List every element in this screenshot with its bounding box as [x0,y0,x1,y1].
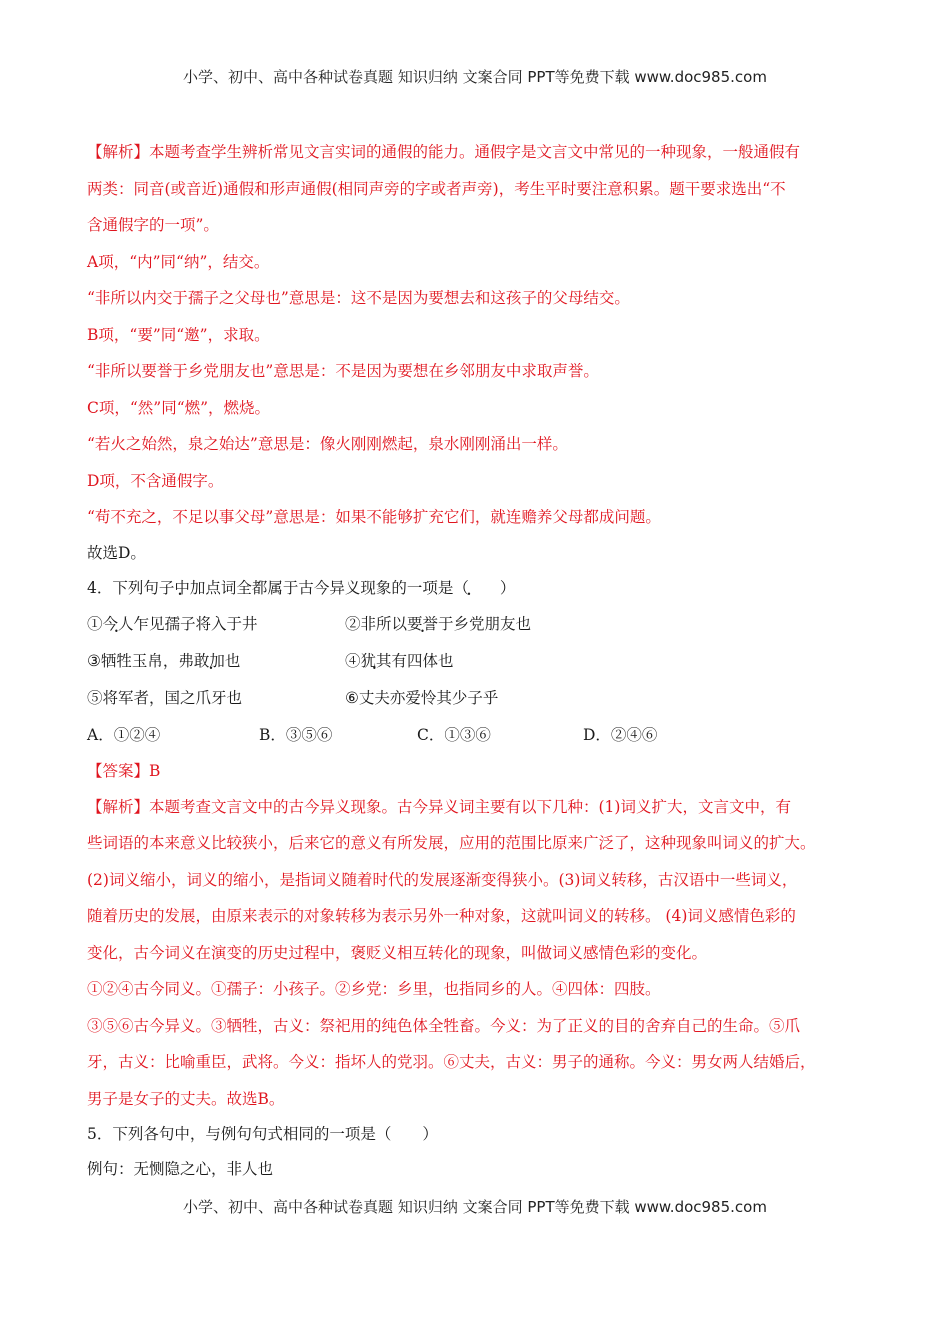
analysis-line: 含通假字的一项”。 [87,216,219,234]
analysis-line: 两类：同音(或音近)通假和形声通假(相同声旁的字或者声旁)，考生平时要注意积累。题干要求选出“不 [87,179,786,198]
analysis-line: 变化，古今词义在演变的历史过程中，褒贬义相互转化的现象，叫做词义感情色彩的变化。 [87,943,708,962]
q4-items-row [87,680,877,717]
q4-items-row [87,606,877,643]
analysis-line: “非所以内交于孺子之父母也”意思是：这不是因为要想去和这孩子的父母结交。 [87,289,630,307]
option-a[interactable]: A．①②④ [87,725,161,744]
analysis-line: “若火之始然，泉之始达”意思是：像火刚刚燃起，泉水刚刚涌出一样。 [87,435,568,453]
dotted-word: 乡党 [453,614,485,633]
q4-item: ④犹其有四体也 [345,643,454,680]
q4-item: ⑤将军者，国之爪牙也 [87,680,242,717]
analysis-line: ①②④古今同义。①孺子：小孩子。②乡党：乡里，也指同乡的人。④四体：四肢。 [87,980,661,998]
dotted-word: 牺牲 [100,651,132,670]
q5-stem: 5．下列各句中，与例句句式相同的一项是（ ） [87,1125,438,1143]
dotted-word: 孺子 [164,614,196,633]
q4-options [87,717,877,754]
q3-conclusion: 故选D。 [87,543,146,562]
page-footer: 小学、初中、高中各种试卷真题 知识归纳 文案合同 PPT等免费下载 www.doc985.com [183,1198,767,1216]
q4-item: ③牺牲玉帛，弗敢加也 [87,643,240,680]
document-body [87,134,877,1187]
option-c[interactable]: C．①③⑥ [417,725,491,744]
analysis-line: 些词语的本来意义比较狭小，后来它的意义有所发展，应用的范围比原来广泛了，这种现象叫词义的扩大。 [87,834,816,852]
analysis-line: “非所以要誉于乡党朋友也”意思是：不是因为要想在乡邻朋友中求取声誉。 [87,362,599,380]
q4-analysis [87,789,877,1118]
analysis-line: B项，“要”同“邀”，求取。 [87,325,270,344]
dotted-word: 爪牙 [195,688,227,707]
analysis-line: D项，不含通假字。 [87,471,224,490]
q4-item: ②非所以要誉于乡党朋友也 [345,606,531,643]
analysis-line: ③⑤⑥古今异义。③牺牲，古义：祭祀用的纯色体全牲畜。今义：为了正义的目的舍弃自己的生命。⑤爪 [87,1016,801,1035]
option-d[interactable]: D．②④⑥ [583,725,658,744]
analysis-line: 牙，古义：比喻重臣，武将。今义：指坏人的党羽。⑥丈夫，古义：男子的通称。今义：男女两人结婚后， [87,1053,816,1071]
analysis-line: 【解析】本题考查学生辨析常见文言实词的通假的能力。通假字是文言文中常见的一种现象，一般通假有 [87,143,801,161]
analysis-line: 随着历史的发展，由原来表示的对象转移为表示另外一种对象，这就叫词义的转移。 (4)词义感情色彩的 [87,907,796,925]
q4-answer: 【答案】B [87,761,161,780]
analysis-line: 男子是女子的丈夫。故选B。 [87,1089,285,1108]
analysis-line: (2)词义缩小，词义的缩小，是指词义随着时代的发展逐渐变得狭小。(3)词义转移，古汉语中一些词义， [87,870,798,889]
dotted-word: 丈夫 [358,688,390,707]
q4-items-row [87,643,877,680]
dotted-word: 四体 [407,651,439,670]
analysis-line: 【解析】本题考查文言文中的古今异义现象。古今异义词主要有以下几种：(1)词义扩大，文言文中，有 [87,797,791,816]
q4-item: ①今人乍见孺子将入于井 [87,606,258,643]
page-header: 小学、初中、高中各种试卷真题 知识归纳 文案合同 PPT等免费下载 www.doc985.com [183,68,767,86]
option-b[interactable]: B．③⑤⑥ [259,725,333,744]
analysis-line: A项，“内”同“纳”，结交。 [87,252,270,271]
q3-analysis [87,134,877,536]
q4-item: ⑥丈夫亦爱怜其少子乎 [345,680,498,717]
analysis-line: “苟不充之，不足以事父母”意思是：如果不能够扩充它们，就连赡养父母都成问题。 [87,508,661,526]
q4-stem: 4．下列句子中加点词全都属于古今异义现象的一项是（ ） [87,578,516,597]
q5-example: 例句：无恻隐之心，非人也 [87,1160,274,1178]
analysis-line: C项，“然”同“燃”，燃烧。 [87,398,271,417]
